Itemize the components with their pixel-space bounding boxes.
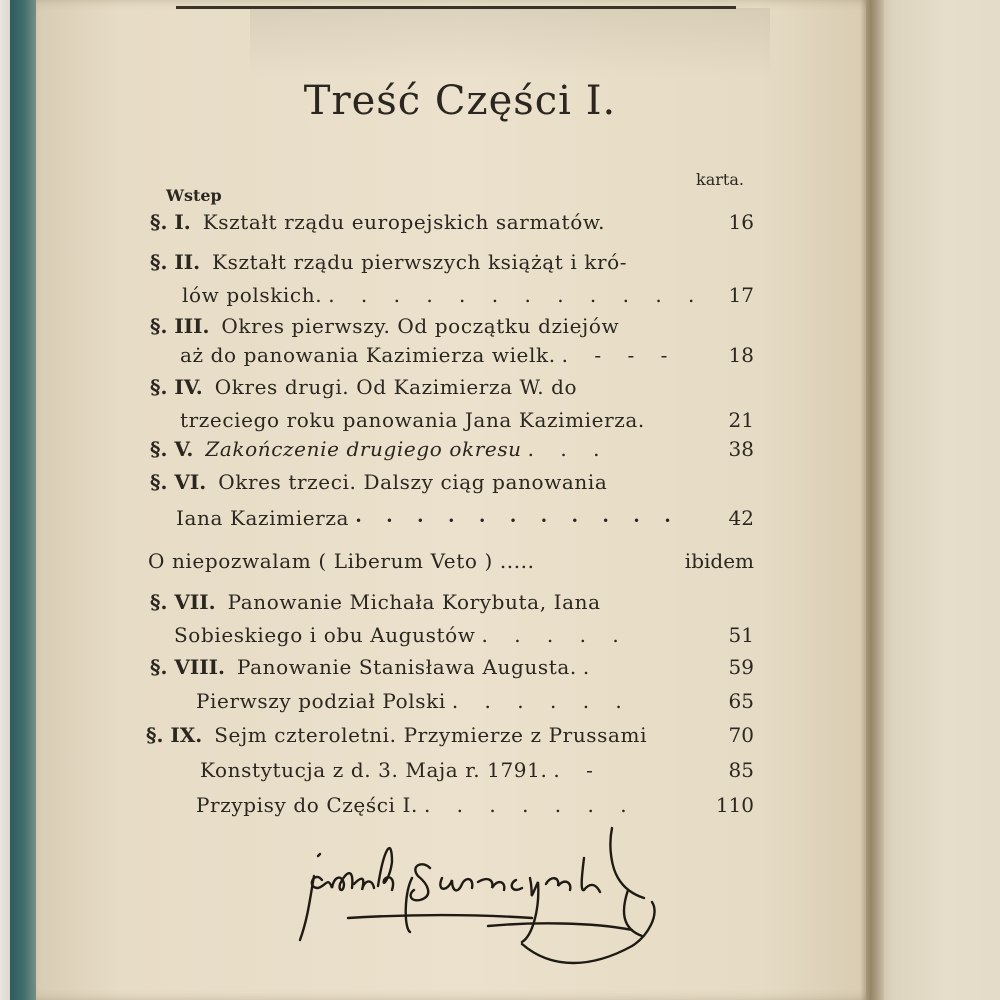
toc-page-number: 51 <box>728 623 754 647</box>
toc-page-number: 85 <box>728 758 754 782</box>
signature-drawing <box>292 818 692 978</box>
wstep-label: Wstep <box>166 186 222 205</box>
toc-page-number: 59 <box>728 655 754 679</box>
toc-section-number: §. VIII. <box>150 655 225 679</box>
toc-section-number: §. VI. <box>150 470 207 494</box>
toc-line <box>180 405 754 435</box>
toc-line <box>150 372 754 402</box>
toc-line <box>150 207 754 237</box>
toc-leader-dots: . . . . . . <box>451 689 632 713</box>
toc-line <box>182 280 754 310</box>
toc-entry-text: Pierwszy podział Polski <box>196 689 446 713</box>
toc-line <box>196 686 754 716</box>
toc-section-number: §. VII. <box>150 590 216 614</box>
toc-line <box>150 652 754 682</box>
toc-section-number: §. III. <box>150 314 210 338</box>
toc-section-number: §. II. <box>150 250 201 274</box>
toc-page-number: 16 <box>728 210 754 234</box>
toc-leader-dots: . - - - <box>561 343 678 367</box>
toc-entry-text: O niepozwalam ( Liberum Veto ) ..... <box>148 549 535 573</box>
toc-leader-dots: • • • • • • • • • • • <box>355 514 682 528</box>
toc-line <box>174 620 754 650</box>
toc-line <box>150 311 754 341</box>
toc-entry-text: trzeciego roku panowania Jana Kazimierza. <box>180 408 645 432</box>
handwritten-signature <box>292 818 692 978</box>
toc-section-number: §. V. <box>150 437 194 461</box>
toc-line <box>148 546 754 576</box>
toc-entry-text: lów polskich. <box>182 283 323 307</box>
toc-entry-text: Kształt rządu europejskich sarmatów. <box>202 210 606 234</box>
toc-entry-text: Zakończenie drugiego okresu <box>205 437 522 461</box>
toc-entry-text: Okres pierwszy. Od początku dziejów <box>221 314 620 338</box>
page-gutter <box>860 0 884 1000</box>
toc-page-number: ibidem <box>684 549 754 573</box>
toc-section-number: §. I. <box>150 210 191 234</box>
toc-leader-dots: . <box>582 655 600 679</box>
toc-leader-dots: . . . . . . . <box>423 793 637 817</box>
toc-section-number: §. IX. <box>146 723 203 747</box>
toc-line <box>146 720 754 750</box>
top-rule <box>176 0 736 9</box>
toc-page-number: 38 <box>728 437 754 461</box>
toc-entry-text: Panowanie Stanisława Augusta. <box>236 655 577 679</box>
toc-entry-text: Konstytucja z d. 3. Maja r. 1791. <box>200 758 548 782</box>
toc-leader-dots: . . . <box>527 437 610 461</box>
karta-label: karta. <box>696 170 744 189</box>
toc-line <box>200 755 754 785</box>
toc-line <box>150 587 754 617</box>
toc-entry-text: Iana Kazimierza <box>176 506 350 530</box>
page-title: Treść Części I. <box>303 78 617 124</box>
toc-page-number: 42 <box>728 506 754 530</box>
toc-entry-text: Okres trzeci. Dalszy ciąg panowania <box>218 470 608 494</box>
toc-section-number: §. IV. <box>150 375 203 399</box>
toc-leader-dots: . . . . . . . . . . . . <box>328 283 705 307</box>
toc-entry-text: Przypisy do Części I. <box>196 793 418 817</box>
toc-line <box>180 340 754 370</box>
toc-line <box>176 503 754 533</box>
toc-entry-text: Panowanie Michała Korybuta, Iana <box>227 590 601 614</box>
toc-page-number: 17 <box>728 283 754 307</box>
toc-entry-text: aż do panowania Kazimierza wielk. <box>180 343 556 367</box>
toc-entry-text: Sejm czteroletni. Przymierze z Prussami <box>214 723 648 747</box>
toc-entry-text: Kształt rządu pierwszych książąt i kró- <box>212 250 628 274</box>
toc-entry-text: Okres drugi. Od Kazimierza W. do <box>214 375 578 399</box>
toc-page-number: 65 <box>728 689 754 713</box>
toc-line <box>150 247 754 277</box>
toc-page-number: 18 <box>728 343 754 367</box>
toc-leader-dots: . - <box>553 758 603 782</box>
bleed-through-text <box>250 8 770 78</box>
toc-line <box>150 434 754 464</box>
toc-page-number: 70 <box>728 723 754 747</box>
toc-page-number: 110 <box>715 793 754 817</box>
toc-page-number: 21 <box>728 408 754 432</box>
toc-entry-text: Sobieskiego i obu Augustów <box>174 623 476 647</box>
toc-leader-dots: . . . . . <box>481 623 629 647</box>
toc-line <box>150 467 754 497</box>
facing-page <box>866 0 1000 1000</box>
toc-line <box>196 790 754 820</box>
